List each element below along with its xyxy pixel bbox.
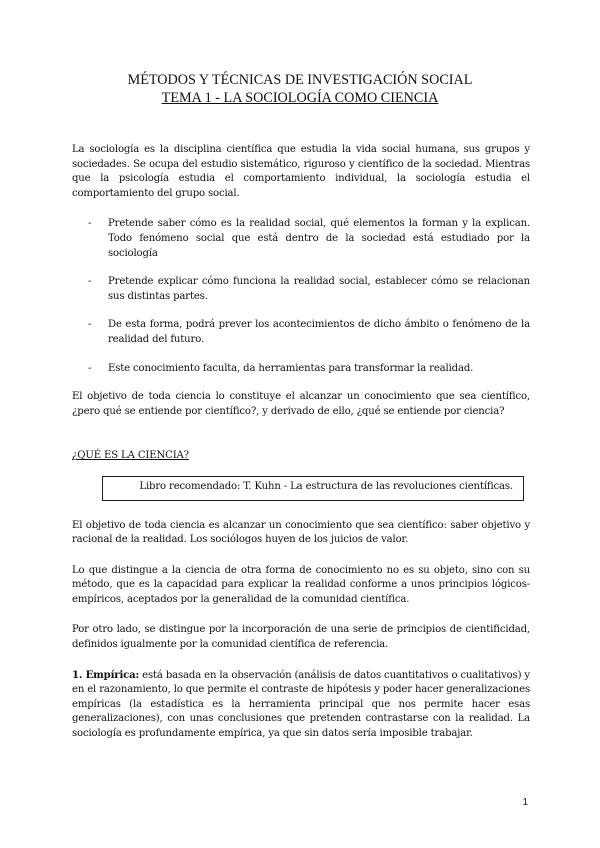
bullet-list xyxy=(72,217,530,376)
recommended-book-box xyxy=(102,476,524,501)
distinction-paragraph: Lo que distingue a la ciencia de otra forma de conocimiento no es su objeto, sino con su método, que es la capacidad para explicar la realidad conforme a unos principios lógicos-empíricos, aceptados por la generalidad de la comunidad científica. xyxy=(72,564,530,605)
bullet-marker: - xyxy=(88,362,92,374)
intro-paragraph: La sociología es la disciplina científica que estudia la vida social humana, sus grupos y sociedades. Se ocupa del estudio sistemático, riguroso y científico de la sociedad. Mientras que la psicología estudia el comportamiento individual, la sociología estudia el comportamiento del grupo social. xyxy=(72,144,530,199)
bullet-marker: - xyxy=(88,276,92,288)
page-number: 1 xyxy=(522,797,528,808)
bullet-text: Este conocimiento faculta, da herramientas para transformar la realidad. xyxy=(108,362,474,374)
bullet-item xyxy=(72,318,530,347)
bullet-text: De esta forma, podrá prever los acontecimientos de dicho ámbito o fenómeno de la realidad del futuro. xyxy=(108,319,530,345)
bullet-item xyxy=(72,217,530,261)
science-objective-paragraph: El objetivo de toda ciencia es alcanzar un conocimiento que sea científico: saber objetivo y racional de la realidad. Los sociólogos huyen de los juicios de valor. xyxy=(72,519,530,546)
bullet-marker: - xyxy=(88,218,92,230)
bullet-item xyxy=(72,362,530,377)
principles-paragraph: Por otro lado, se distingue por la incorporación de una serie de principios de cientificidad, definidos igualmente por la comunidad científica de referencia. xyxy=(72,624,530,651)
objective-paragraph: El objetivo de toda ciencia lo constituye el alcanzar un conocimiento que sea científico, ¿pero qué se entiende por científico?, y derivado de ello, ¿qué se entiende por ciencia? xyxy=(72,391,530,417)
document-title xyxy=(0,71,600,107)
bullet-text: Pretende saber cómo es la realidad social, qué elementos la forman y la explican. Todo fenómeno social que está dentro de la sociedad está estudiado por la sociología xyxy=(108,218,530,259)
title-main: MÉTODOS Y TÉCNICAS DE INVESTIGACIÓN SOCIAL xyxy=(127,72,473,88)
empirical-paragraph xyxy=(72,669,530,742)
section-heading: ¿QUÉ ES LA CIENCIA? xyxy=(72,450,189,462)
document-body xyxy=(72,143,530,758)
recommended-book-text: Libro recomendado: T. Kuhn - La estructura de las revoluciones científicas. xyxy=(139,480,513,492)
title-topic: TEMA 1 - LA SOCIOLOGÍA COMO CIENCIA xyxy=(161,90,439,106)
empirical-label: 1. Empírica: xyxy=(72,669,140,681)
bullet-text: Pretende explicar cómo funciona la realidad social, establecer cómo se relacionan sus distintas partes. xyxy=(108,276,530,302)
empirical-text: está basada en la observación (análisis de datos cuantitativos o cualitativos) y en el razonamiento, lo que permite el contraste de hipótesis y poder hacer generalizaciones empíricas (la estadística es la herramienta principal que nos permite hacer esas generalizaciones), con unas conclusiones que pretenden contrastarse con la realidad. La sociología es profundamente empírica, ya que sin datos sería imposible trabajar. xyxy=(72,669,530,740)
bullet-item xyxy=(72,275,530,304)
bullet-marker: - xyxy=(88,319,92,331)
